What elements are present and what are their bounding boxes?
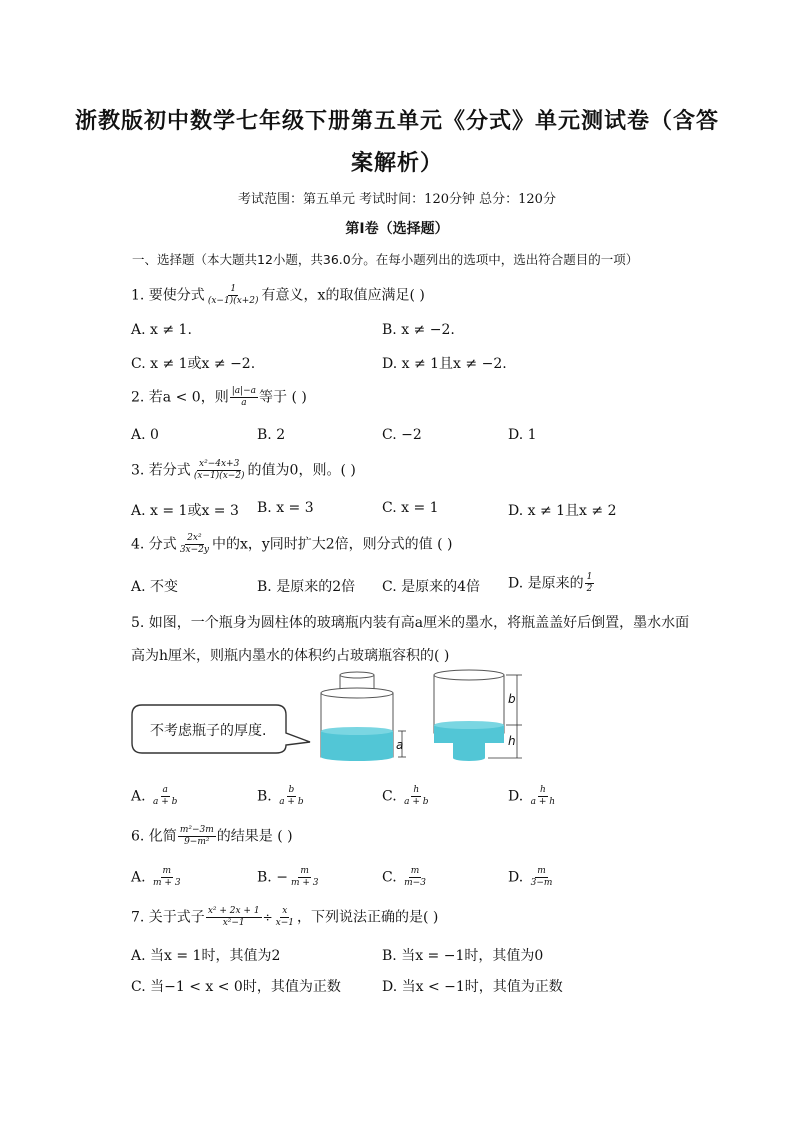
question-4 — [131, 533, 453, 556]
q4-option-d-numerator: 1 — [586, 572, 593, 582]
q2-numerator: |a|−a — [231, 386, 257, 396]
q5-option-b-fraction — [277, 785, 305, 808]
page-title-line1: 浙教版初中数学七年级下册第五单元《分式》单元测试卷（含答 — [74, 109, 719, 134]
question-5-line1: 5. 如图，一个瓶身为圆柱体的玻璃瓶内装有高a厘米的墨水，将瓶盖盖好后倒置，墨水水面 — [131, 615, 690, 631]
q6-option-c-numerator: m — [410, 866, 420, 876]
question-1 — [131, 284, 425, 307]
q5-option-b-letter: B. — [257, 788, 272, 805]
q6-option-a-letter: A. — [131, 869, 146, 886]
q6-option-c-fraction — [402, 866, 428, 889]
q5-option-b-numerator: b — [288, 785, 295, 795]
q4-option-d-denominator: 2 — [586, 584, 593, 594]
label-b: b — [508, 692, 516, 706]
q4-prefix: 4. 分式 — [131, 536, 177, 553]
q1-option-a[interactable]: A. x ≠ 1. — [131, 322, 192, 338]
q6-option-a[interactable] — [131, 866, 184, 889]
question-7 — [131, 906, 438, 929]
bottle-upright — [321, 672, 406, 761]
q6-option-d-fraction — [529, 866, 555, 889]
question-6 — [131, 825, 293, 848]
q7-fraction-1 — [206, 906, 262, 929]
q7-operator: ÷ — [262, 910, 273, 925]
q6-option-a-numerator: m — [162, 866, 172, 876]
q3-numerator: x²−4x+3 — [199, 459, 240, 469]
q5-option-a-numerator: a — [162, 785, 168, 795]
q4-denominator: 3x−2y — [179, 545, 209, 555]
q6-option-d-denominator: 3−m — [530, 878, 553, 888]
q7-option-a[interactable]: A. 当x = 1时，其值为2 — [131, 948, 281, 964]
q7-suffix: ，下列说法正确的是( ) — [296, 909, 439, 926]
q7-denominator-2: x−1 — [275, 918, 294, 928]
q5-option-a-fraction — [151, 785, 179, 808]
q1-numerator: 1 — [230, 284, 237, 294]
q5-option-b-denominator: a + b — [279, 797, 304, 807]
q5-option-d[interactable] — [508, 785, 558, 808]
q1-option-b[interactable]: B. x ≠ −2. — [382, 322, 455, 338]
q5-option-a-denominator: a + b — [153, 797, 178, 807]
q3-option-a[interactable]: A. x = 1或x = 3 — [131, 503, 239, 519]
q5-option-c[interactable] — [382, 785, 432, 808]
q2-prefix: 2. 若a < 0，则 — [131, 389, 229, 406]
q5-option-c-fraction — [402, 785, 430, 808]
bubble-text: 不考虑瓶子的厚度. — [150, 723, 267, 739]
q5-option-a[interactable] — [131, 785, 180, 808]
q4-option-d[interactable] — [508, 572, 595, 595]
q4-option-d-label: D. 是原来的 — [508, 575, 584, 592]
question-3 — [131, 459, 356, 482]
q2-option-b[interactable]: B. 2 — [257, 427, 286, 443]
q4-numerator: 2x² — [187, 533, 202, 543]
q6-option-c-denominator: m−3 — [404, 878, 426, 888]
q2-option-a[interactable]: A. 0 — [131, 427, 159, 443]
q7-numerator-1: x² + 2x + 1 — [207, 906, 260, 916]
q4-suffix: 中的x，y同时扩大2倍，则分式的值 ( ) — [211, 536, 453, 553]
q6-option-a-denominator: m + 3 — [153, 878, 181, 888]
q6-prefix: 6. 化简 — [131, 828, 177, 845]
q7-fraction-2 — [274, 906, 296, 929]
q2-fraction — [230, 386, 258, 409]
q7-numerator-2: x — [282, 906, 288, 916]
q4-option-c[interactable]: C. 是原来的4倍 — [382, 579, 481, 595]
q7-option-c[interactable]: C. 当−1 < x < 0时，其值为正数 — [131, 979, 341, 995]
q6-option-b-sign: − — [276, 869, 288, 886]
q5-option-d-denominator: a + h — [530, 797, 556, 807]
q1-suffix: 有意义，x的取值应满足( ) — [261, 287, 425, 304]
q7-option-b[interactable]: B. 当x = −1时，其值为0 — [382, 948, 544, 964]
question-2 — [131, 386, 307, 409]
q4-option-b[interactable]: B. 是原来的2倍 — [257, 579, 356, 595]
q5-option-b[interactable] — [257, 785, 307, 808]
q6-denominator: 9−m² — [184, 837, 210, 847]
q6-option-c[interactable] — [382, 866, 429, 889]
q6-option-b[interactable] — [257, 866, 321, 889]
q3-suffix: 的值为0，则。( ) — [247, 462, 356, 479]
q6-option-d-letter: D. — [508, 869, 524, 886]
q6-option-d[interactable] — [508, 866, 555, 889]
q3-option-b[interactable]: B. x = 3 — [257, 500, 314, 516]
q5-option-d-letter: D. — [508, 788, 524, 805]
q3-option-d[interactable]: D. x ≠ 1且x ≠ 2 — [508, 503, 617, 519]
q2-option-c[interactable]: C. −2 — [382, 427, 422, 443]
q4-option-d-fraction — [585, 572, 595, 595]
q7-denominator-1: x²−1 — [222, 918, 245, 928]
q3-prefix: 3. 若分式 — [131, 462, 191, 479]
q6-suffix: 的结果是 ( ) — [216, 828, 293, 845]
q6-option-b-numerator: m — [300, 866, 309, 876]
q6-option-b-fraction — [289, 866, 321, 889]
q7-prefix: 7. 关于式子 — [131, 909, 205, 926]
q5-option-c-letter: C. — [382, 788, 397, 805]
q5-option-a-letter: A. — [131, 788, 146, 805]
question-5-line2: 高为h厘米，则瓶内墨水的体积约占玻璃瓶容积的( ) — [131, 648, 450, 664]
q6-fraction — [178, 825, 216, 848]
q6-option-c-letter: C. — [382, 869, 397, 886]
exam-meta: 考试范围：第五单元 考试时间：120分钟 总分：120分 — [238, 192, 556, 207]
q1-denominator: (x−1)(x+2) — [207, 296, 259, 306]
q6-option-b-denominator: m + 3 — [290, 878, 319, 888]
q2-option-d[interactable]: D. 1 — [508, 427, 537, 443]
bottle-figure — [128, 665, 528, 777]
label-h: h — [508, 734, 516, 748]
bottle-inverted — [434, 670, 522, 761]
q5-option-d-numerator: h — [539, 785, 546, 795]
q5-option-d-fraction — [529, 785, 557, 808]
q3-option-c[interactable]: C. x = 1 — [382, 500, 439, 516]
q1-option-d[interactable]: D. x ≠ 1且x ≠ −2. — [382, 356, 507, 372]
q3-fraction — [192, 459, 247, 482]
q7-option-d[interactable]: D. 当x < −1时，其值为正数 — [382, 979, 563, 995]
q1-option-c[interactable]: C. x ≠ 1或x ≠ −2. — [131, 356, 256, 372]
q5-option-c-denominator: a + b — [404, 797, 429, 807]
section-heading: 第I卷（选择题） — [345, 221, 449, 237]
label-a: a — [396, 738, 404, 752]
part-heading: 一、选择题（本大题共12小题，共36.0分。在每小题列出的选项中，选出符合题目的一项） — [132, 252, 639, 267]
q4-fraction — [178, 533, 211, 556]
page-title-line2: 案解析） — [350, 151, 443, 176]
q3-denominator: (x−1)(x−2) — [193, 471, 245, 481]
q6-option-b-letter: B. — [257, 869, 272, 886]
q6-option-a-fraction — [151, 866, 183, 889]
q2-denominator: a — [241, 398, 247, 408]
q6-option-d-numerator: m — [537, 866, 546, 876]
q1-fraction — [206, 284, 261, 307]
q2-suffix: 等于 ( ) — [259, 389, 307, 406]
q6-numerator: m²−3m — [179, 825, 214, 835]
q1-prefix: 1. 要使分式 — [131, 287, 205, 304]
q4-option-a[interactable]: A. 不变 — [131, 579, 179, 595]
q5-option-c-numerator: h — [413, 785, 420, 795]
